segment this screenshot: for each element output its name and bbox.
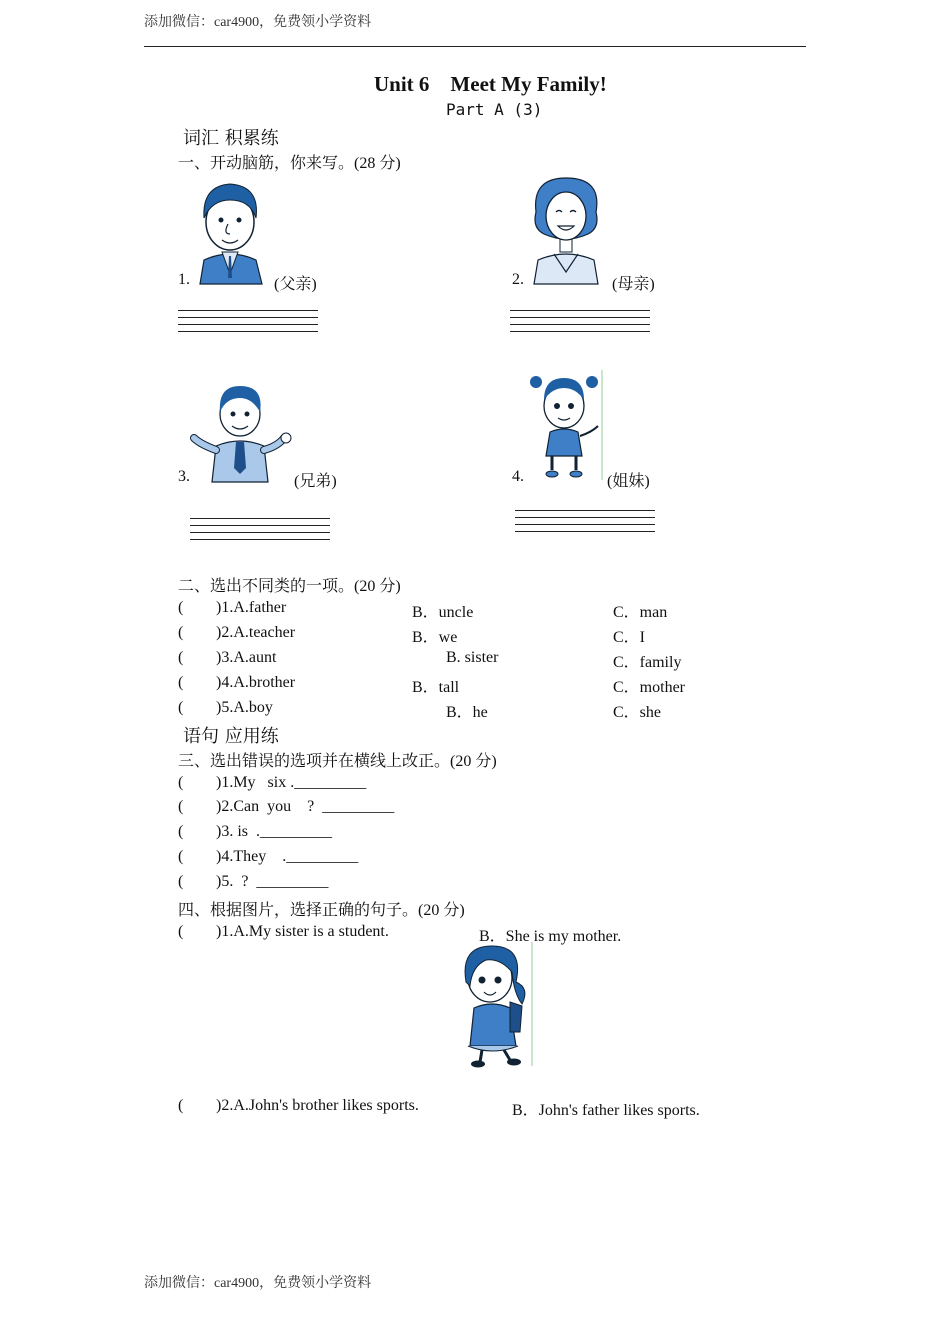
sister-illustration	[524, 370, 604, 482]
q2-row1-paren: (	[178, 599, 184, 616]
page-subtitle: Part A (3)	[446, 100, 543, 119]
q1-item3-writing-lines	[190, 518, 330, 548]
q4-heading: 四、根据图片，选择正确的句子。(20 分)	[178, 902, 465, 919]
mother-illustration	[526, 174, 606, 284]
brother-illustration	[190, 384, 290, 484]
q2-row4-option-a: )4.A.brother	[216, 674, 296, 691]
q3-row5-text: )5. ? _________	[216, 873, 329, 890]
q1-item4-writing-lines	[515, 510, 655, 540]
q2-heading: 二、选出不同类的一项。(20 分)	[178, 578, 401, 595]
q1-item2-hint: (母亲)	[612, 276, 655, 293]
q2-row1-option-a: )1.A.father	[216, 599, 287, 616]
q3-row4-text: )4.They ._________	[216, 848, 359, 865]
q3-row4-paren: (	[178, 848, 184, 865]
q1-heading: 一、开动脑筋，你来写。(28 分)	[178, 155, 401, 172]
q1-item4-hint: (姐妹)	[607, 473, 650, 490]
q2-row1-option-b: B．uncle	[412, 604, 474, 621]
q2-row2-option-c: C．I	[613, 629, 646, 646]
father-illustration	[190, 178, 270, 284]
q1-item1-num: 1.	[178, 271, 190, 288]
q1-item1-writing-lines	[178, 310, 318, 340]
q2-row5-option-c: C．she	[613, 704, 662, 721]
q3-heading: 三、选出错误的选项并在横线上改正。(20 分)	[178, 753, 497, 770]
q1-item1-hint: (父亲)	[274, 276, 317, 293]
header-rule	[144, 46, 806, 47]
q2-row2-option-b: B．we	[412, 629, 458, 646]
page-title: Unit 6 Meet My Family!	[374, 72, 607, 96]
q3-row2-text: )2.Can you ? _________	[216, 798, 395, 815]
q4-row1-option-b: B．She is my mother.	[479, 928, 622, 945]
q3-row5-paren: (	[178, 873, 184, 890]
q2-row3-option-c: C．family	[613, 654, 682, 671]
section-vocab-title: 词汇 积累练	[183, 128, 279, 149]
q1-item4-num: 4.	[512, 468, 524, 485]
q4-row2-paren: (	[178, 1097, 184, 1114]
q2-row3-paren: (	[178, 649, 184, 666]
q2-row2-option-a: )2.A.teacher	[216, 624, 296, 641]
q3-row1-paren: (	[178, 774, 184, 791]
q2-row3-option-b: B. sister	[446, 649, 499, 666]
girl-student-illustration	[452, 942, 534, 1070]
q3-row1-text: )1.My six ._________	[216, 774, 367, 791]
q2-row4-option-c: C．mother	[613, 679, 685, 696]
q3-row3-paren: (	[178, 823, 184, 840]
q4-row2-option-b: B．John's father likes sports.	[512, 1102, 700, 1119]
q1-item2-writing-lines	[510, 310, 650, 340]
footer-note: 添加微信：car4900，免费领小学资料	[144, 1276, 372, 1291]
q4-row1-option-a: )1.A.My sister is a student.	[216, 923, 389, 940]
q1-item2-num: 2.	[512, 271, 524, 288]
q2-row5-option-a: )5.A.boy	[216, 699, 273, 716]
q2-row1-option-c: C．man	[613, 604, 668, 621]
q3-row3-text: )3. is ._________	[216, 823, 332, 840]
q2-row2-paren: (	[178, 624, 184, 641]
q2-row5-option-b: B．he	[446, 704, 488, 721]
q4-row1-paren: (	[178, 923, 184, 940]
q3-row2-paren: (	[178, 798, 184, 815]
section-sentence-title: 语句 应用练	[183, 726, 279, 747]
q1-item3-num: 3.	[178, 468, 190, 485]
q2-row5-paren: (	[178, 699, 184, 716]
q2-row3-option-a: )3.A.aunt	[216, 649, 277, 666]
q2-row4-option-b: B．tall	[412, 679, 460, 696]
header-note: 添加微信：car4900，免费领小学资料	[144, 15, 372, 30]
q4-row2-option-a: )2.A.John's brother likes sports.	[216, 1097, 419, 1114]
q1-item3-hint: (兄弟)	[294, 473, 337, 490]
q2-row4-paren: (	[178, 674, 184, 691]
